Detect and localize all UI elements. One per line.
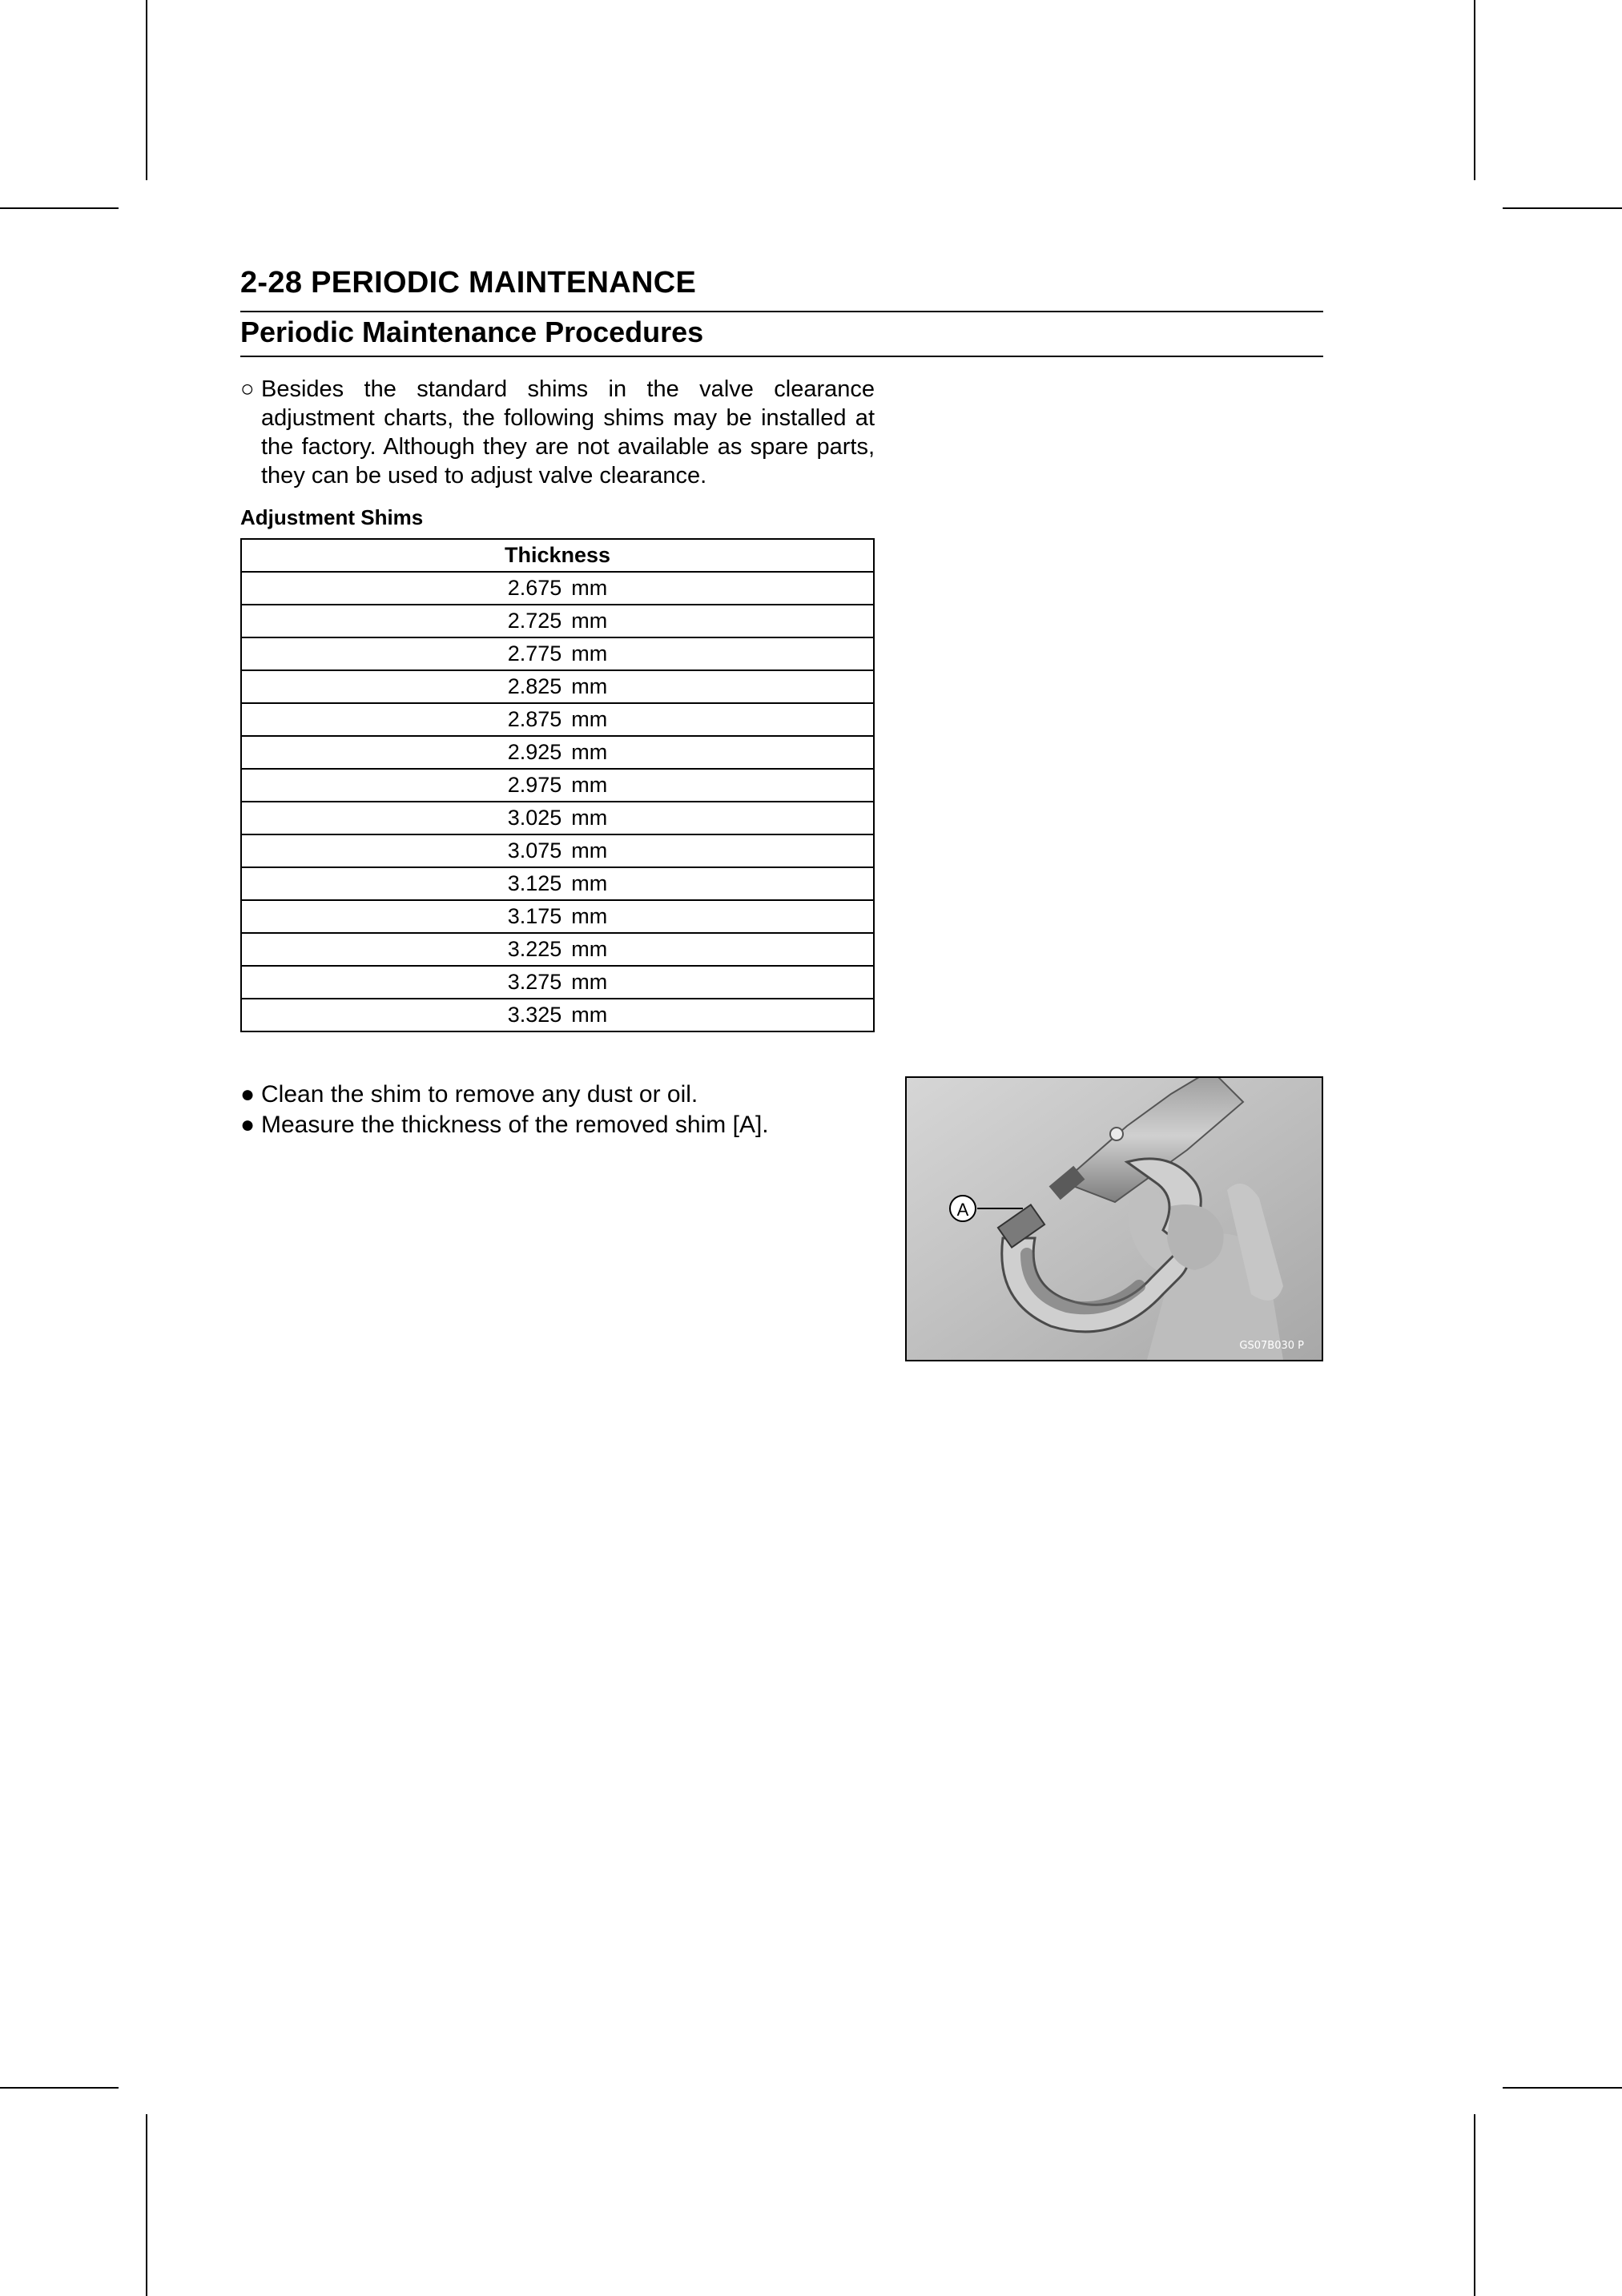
shim-table xyxy=(240,538,875,1032)
table-row xyxy=(241,769,874,802)
thickness-unit: mm xyxy=(571,937,608,961)
thickness-unit: mm xyxy=(571,740,608,764)
table-row xyxy=(241,605,874,637)
column-header-thickness: Thickness xyxy=(241,539,874,572)
thickness-cell xyxy=(241,999,874,1031)
thickness-unit: mm xyxy=(571,871,608,895)
header-rule xyxy=(240,311,1323,312)
crop-mark xyxy=(1503,207,1622,209)
micrometer-photo xyxy=(905,1076,1323,1361)
page-title: 2-28 PERIODIC MAINTENANCE xyxy=(240,266,697,300)
table-row xyxy=(241,736,874,769)
thickness-cell xyxy=(241,966,874,999)
intro-text: Besides the standard shims in the valve clearance adjustment charts, the following shims may be installed at the factory. Although they are not available as spare parts, they can be used to adjust valve clearance. xyxy=(261,376,875,489)
thickness-unit: mm xyxy=(571,707,608,731)
thickness-value: 3.025 xyxy=(507,806,562,830)
step-text: Clean the shim to remove any dust or oil. xyxy=(261,1081,698,1108)
thickness-value: 3.275 xyxy=(507,970,562,994)
thickness-value: 2.675 xyxy=(507,576,562,600)
thickness-unit: mm xyxy=(571,773,608,797)
section-rule xyxy=(240,356,1323,357)
thickness-value: 3.175 xyxy=(507,904,562,928)
thickness-cell xyxy=(241,703,874,736)
table-header-row xyxy=(241,539,874,572)
thickness-unit: mm xyxy=(571,609,608,633)
thickness-cell xyxy=(241,637,874,670)
thickness-value: 3.325 xyxy=(507,1003,562,1027)
callout-a-label: A xyxy=(956,1200,969,1220)
thickness-value: 2.825 xyxy=(507,674,562,698)
thickness-value: 2.775 xyxy=(507,641,562,665)
thickness-unit: mm xyxy=(571,576,608,600)
table-row xyxy=(241,966,874,999)
thickness-cell xyxy=(241,736,874,769)
thickness-value: 2.725 xyxy=(507,609,562,633)
table-row xyxy=(241,802,874,834)
table-row xyxy=(241,670,874,703)
table-caption: Adjustment Shims xyxy=(240,505,424,529)
thickness-unit: mm xyxy=(571,806,608,830)
thickness-cell xyxy=(241,900,874,933)
table-row xyxy=(241,572,874,605)
table-row xyxy=(241,900,874,933)
figure-code: GS07B030 P xyxy=(1239,1340,1304,1352)
crop-mark xyxy=(0,2087,119,2089)
thickness-value: 3.075 xyxy=(507,838,562,863)
table-body xyxy=(241,572,874,1031)
table-row xyxy=(241,703,874,736)
thickness-unit: mm xyxy=(571,641,608,665)
thickness-cell xyxy=(241,867,874,900)
crop-mark xyxy=(0,207,119,209)
micrometer-illustration xyxy=(907,1078,1322,1360)
bullet: ● xyxy=(240,1081,256,1108)
step-list xyxy=(240,1080,873,1140)
thickness-cell xyxy=(241,670,874,703)
thickness-cell xyxy=(241,802,874,834)
thickness-unit: mm xyxy=(571,674,608,698)
note-marker: ○ xyxy=(240,376,255,402)
section-title: Periodic Maintenance Procedures xyxy=(240,316,704,348)
table-row xyxy=(241,834,874,867)
thickness-value: 2.925 xyxy=(507,740,562,764)
thickness-unit: mm xyxy=(571,838,608,863)
thickness-unit: mm xyxy=(571,970,608,994)
bullet: ● xyxy=(240,1112,256,1138)
thickness-value: 3.225 xyxy=(507,937,562,961)
crop-mark xyxy=(1474,0,1475,180)
table-row xyxy=(241,867,874,900)
thickness-cell xyxy=(241,834,874,867)
step-text: Measure the thickness of the removed shim [A]. xyxy=(261,1112,769,1138)
crop-mark xyxy=(146,2114,147,2296)
thickness-unit: mm xyxy=(571,904,608,928)
table-row xyxy=(241,637,874,670)
thickness-unit: mm xyxy=(571,1003,608,1027)
thickness-cell xyxy=(241,572,874,605)
thickness-value: 2.975 xyxy=(507,773,562,797)
thickness-cell xyxy=(241,933,874,966)
intro-note xyxy=(240,375,875,490)
thickness-value: 3.125 xyxy=(507,871,562,895)
thickness-cell xyxy=(241,605,874,637)
list-item xyxy=(240,1110,873,1140)
list-item xyxy=(240,1080,873,1110)
table-row xyxy=(241,933,874,966)
crop-mark xyxy=(146,0,147,180)
table-row xyxy=(241,999,874,1031)
thickness-cell xyxy=(241,769,874,802)
crop-mark xyxy=(1503,2087,1622,2089)
thickness-value: 2.875 xyxy=(507,707,562,731)
crop-mark xyxy=(1474,2114,1475,2296)
